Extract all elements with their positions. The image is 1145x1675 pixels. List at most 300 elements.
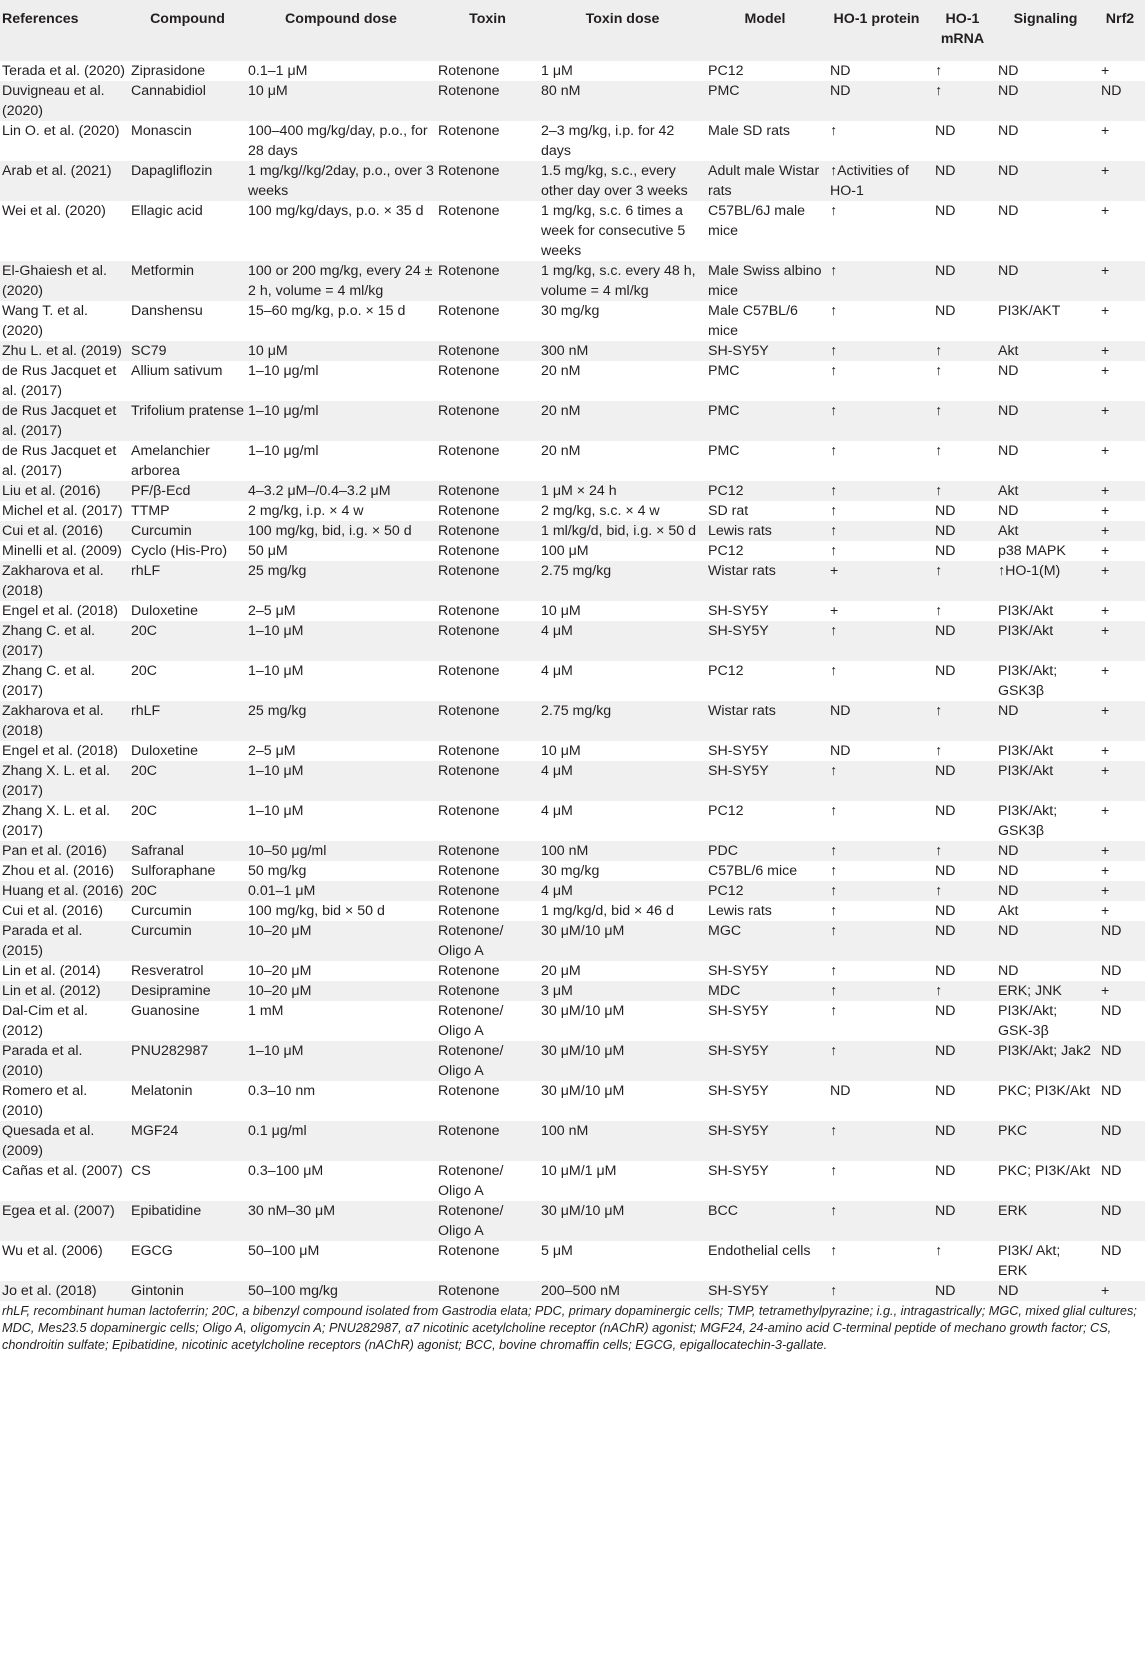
cell-toxin: Rotenone — [436, 861, 539, 881]
cell-toxin: Rotenone/ Oligo A — [436, 1001, 539, 1041]
cell-compound: Duloxetine — [129, 601, 246, 621]
cell-reference: Wu et al. (2006) — [0, 1241, 129, 1281]
cell-signaling: PI3K/Akt — [996, 601, 1095, 621]
cell-compound-dose: 0.1 μg/ml — [246, 1121, 436, 1161]
cell-toxin: Rotenone — [436, 1281, 539, 1301]
cell-ho1-protein: ↑ — [824, 401, 929, 441]
cell-ho1-mrna: ND — [929, 801, 996, 841]
cell-nrf2: + — [1095, 301, 1145, 341]
cell-toxin: Rotenone — [436, 201, 539, 261]
cell-reference: Jo et al. (2018) — [0, 1281, 129, 1301]
cell-toxin: Rotenone — [436, 961, 539, 981]
cell-signaling: ND — [996, 881, 1095, 901]
cell-signaling: ND — [996, 161, 1095, 201]
cell-nrf2: ND — [1095, 1081, 1145, 1121]
table-row — [0, 1041, 1145, 1081]
cell-nrf2: ND — [1095, 81, 1145, 121]
cell-model: PC12 — [706, 801, 824, 841]
cell-reference: Zhang X. L. et al. (2017) — [0, 761, 129, 801]
cell-ho1-protein: ↑ — [824, 1161, 929, 1201]
cell-compound: rhLF — [129, 701, 246, 741]
cell-toxin-dose: 30 mg/kg — [539, 861, 706, 881]
cell-toxin-dose: 4 μM — [539, 801, 706, 841]
cell-compound: rhLF — [129, 561, 246, 601]
cell-model: Lewis rats — [706, 521, 824, 541]
header-toxin: Toxin — [436, 0, 539, 61]
cell-nrf2: + — [1095, 561, 1145, 601]
cell-nrf2: + — [1095, 161, 1145, 201]
cell-ho1-mrna: ND — [929, 261, 996, 301]
cell-nrf2: + — [1095, 481, 1145, 501]
cell-nrf2: + — [1095, 201, 1145, 261]
header-ho1-mrna: HO-1 mRNA — [929, 0, 996, 61]
cell-reference: Wang T. et al. (2020) — [0, 301, 129, 341]
cell-toxin-dose: 2.75 mg/kg — [539, 561, 706, 601]
cell-ho1-protein: ↑ — [824, 1041, 929, 1081]
cell-model: Male Swiss albino mice — [706, 261, 824, 301]
cell-toxin: Rotenone — [436, 621, 539, 661]
cell-toxin: Rotenone — [436, 121, 539, 161]
cell-compound: 20C — [129, 801, 246, 841]
cell-compound: Ellagic acid — [129, 201, 246, 261]
cell-ho1-protein: + — [824, 561, 929, 601]
cell-nrf2: + — [1095, 601, 1145, 621]
cell-toxin-dose: 30 μM/10 μM — [539, 1081, 706, 1121]
cell-toxin-dose: 3 μM — [539, 981, 706, 1001]
cell-compound: 20C — [129, 621, 246, 661]
cell-ho1-mrna: ND — [929, 1281, 996, 1301]
cell-toxin-dose: 30 μM/10 μM — [539, 1001, 706, 1041]
cell-compound-dose: 1–10 μM — [246, 801, 436, 841]
cell-nrf2: ND — [1095, 921, 1145, 961]
header-model: Model — [706, 0, 824, 61]
cell-ho1-mrna: ↑ — [929, 841, 996, 861]
cell-model: SH-SY5Y — [706, 1041, 824, 1081]
cell-ho1-protein: ↑ — [824, 881, 929, 901]
cell-signaling: PI3K/Akt — [996, 621, 1095, 661]
table-row — [0, 981, 1145, 1001]
cell-ho1-mrna: ↑ — [929, 741, 996, 761]
cell-model: MGC — [706, 921, 824, 961]
cell-toxin-dose: 4 μM — [539, 881, 706, 901]
cell-toxin: Rotenone — [436, 401, 539, 441]
cell-compound-dose: 10–20 μM — [246, 961, 436, 981]
cell-reference: Romero et al. (2010) — [0, 1081, 129, 1121]
cell-compound-dose: 1–10 μM — [246, 661, 436, 701]
cell-toxin-dose: 30 μM/10 μM — [539, 921, 706, 961]
cell-ho1-mrna: ↑ — [929, 341, 996, 361]
table-row — [0, 401, 1145, 441]
table-row — [0, 1161, 1145, 1201]
cell-compound-dose: 0.3–100 μM — [246, 1161, 436, 1201]
cell-model: SD rat — [706, 501, 824, 521]
cell-reference: Dal-Cim et al. (2012) — [0, 1001, 129, 1041]
cell-compound: Curcumin — [129, 921, 246, 961]
cell-ho1-mrna: ND — [929, 121, 996, 161]
cell-compound-dose: 1–10 μM — [246, 621, 436, 661]
cell-compound: Cannabidiol — [129, 81, 246, 121]
cell-compound: Metformin — [129, 261, 246, 301]
table-row — [0, 921, 1145, 961]
cell-reference: de Rus Jacquet et al. (2017) — [0, 401, 129, 441]
cell-nrf2: ND — [1095, 1001, 1145, 1041]
cell-compound-dose: 0.1–1 μM — [246, 61, 436, 81]
cell-reference: Cui et al. (2016) — [0, 521, 129, 541]
cell-compound: PNU282987 — [129, 1041, 246, 1081]
cell-signaling: ND — [996, 701, 1095, 741]
cell-compound: 20C — [129, 661, 246, 701]
cell-ho1-mrna: ↑ — [929, 701, 996, 741]
cell-model: Endothelial cells — [706, 1241, 824, 1281]
cell-toxin: Rotenone — [436, 1081, 539, 1121]
cell-ho1-protein: ↑Activities of HO-1 — [824, 161, 929, 201]
table-row — [0, 1121, 1145, 1161]
cell-ho1-protein: ↑ — [824, 301, 929, 341]
header-signaling: Signaling — [996, 0, 1095, 61]
cell-ho1-mrna: ↑ — [929, 361, 996, 401]
cell-compound-dose: 15–60 mg/kg, p.o. × 15 d — [246, 301, 436, 341]
cell-compound-dose: 100–400 mg/kg/day, p.o., for 28 days — [246, 121, 436, 161]
cell-reference: Cui et al. (2016) — [0, 901, 129, 921]
cell-toxin-dose: 10 μM — [539, 741, 706, 761]
cell-model: SH-SY5Y — [706, 1121, 824, 1161]
cell-model: C57BL/6J male mice — [706, 201, 824, 261]
table-row — [0, 441, 1145, 481]
cell-nrf2: + — [1095, 361, 1145, 401]
cell-toxin: Rotenone — [436, 841, 539, 861]
cell-model: Male C57BL/6 mice — [706, 301, 824, 341]
cell-ho1-protein: ↑ — [824, 521, 929, 541]
cell-nrf2: ND — [1095, 961, 1145, 981]
cell-model: PC12 — [706, 481, 824, 501]
cell-model: SH-SY5Y — [706, 1281, 824, 1301]
cell-ho1-mrna: ↑ — [929, 81, 996, 121]
cell-ho1-mrna: ND — [929, 661, 996, 701]
cell-nrf2: + — [1095, 741, 1145, 761]
cell-compound: CS — [129, 1161, 246, 1201]
cell-signaling: PKC — [996, 1121, 1095, 1161]
cell-signaling: ND — [996, 201, 1095, 261]
cell-toxin: Rotenone — [436, 521, 539, 541]
cell-compound-dose: 4–3.2 μM–/0.4–3.2 μM — [246, 481, 436, 501]
cell-compound: Dapagliflozin — [129, 161, 246, 201]
table-row — [0, 1001, 1145, 1041]
cell-ho1-protein: ↑ — [824, 1201, 929, 1241]
cell-toxin-dose: 4 μM — [539, 761, 706, 801]
cell-signaling: ND — [996, 921, 1095, 961]
cell-reference: Zhang C. et al. (2017) — [0, 621, 129, 661]
cell-ho1-protein: ↑ — [824, 121, 929, 161]
cell-reference: Cañas et al. (2007) — [0, 1161, 129, 1201]
cell-nrf2: + — [1095, 401, 1145, 441]
cell-ho1-mrna: ↑ — [929, 481, 996, 501]
cell-toxin: Rotenone — [436, 881, 539, 901]
cell-ho1-mrna: ND — [929, 921, 996, 961]
cell-reference: Huang et al. (2016) — [0, 881, 129, 901]
cell-ho1-protein: ↑ — [824, 201, 929, 261]
cell-ho1-protein: ↑ — [824, 621, 929, 661]
header-row — [0, 0, 1145, 61]
cell-nrf2: + — [1095, 61, 1145, 81]
cell-ho1-mrna: ND — [929, 861, 996, 881]
cell-compound: Sulforaphane — [129, 861, 246, 881]
cell-toxin: Rotenone — [436, 981, 539, 1001]
cell-nrf2: + — [1095, 661, 1145, 701]
cell-ho1-protein: ND — [824, 1081, 929, 1121]
cell-compound: Gintonin — [129, 1281, 246, 1301]
cell-reference: Zhou et al. (2016) — [0, 861, 129, 881]
cell-compound: Amelanchier arborea — [129, 441, 246, 481]
cell-toxin-dose: 20 nM — [539, 361, 706, 401]
cell-compound: Allium sativum — [129, 361, 246, 401]
cell-model: SH-SY5Y — [706, 621, 824, 661]
cell-compound: Monascin — [129, 121, 246, 161]
cell-compound: Epibatidine — [129, 1201, 246, 1241]
cell-ho1-protein: ↑ — [824, 501, 929, 521]
table-row — [0, 541, 1145, 561]
cell-ho1-mrna: ↑ — [929, 1241, 996, 1281]
cell-toxin-dose: 20 nM — [539, 441, 706, 481]
cell-reference: Lin et al. (2014) — [0, 961, 129, 981]
cell-toxin: Rotenone — [436, 361, 539, 401]
cell-model: SH-SY5Y — [706, 341, 824, 361]
cell-signaling: PI3K/Akt; GSK-3β — [996, 1001, 1095, 1041]
cell-signaling: ND — [996, 61, 1095, 81]
table-row — [0, 761, 1145, 801]
cell-compound-dose: 50 μM — [246, 541, 436, 561]
cell-reference: Zhang X. L. et al. (2017) — [0, 801, 129, 841]
cell-compound-dose: 0.01–1 μM — [246, 881, 436, 901]
cell-signaling: ND — [996, 861, 1095, 881]
table-row — [0, 501, 1145, 521]
cell-toxin-dose: 20 μM — [539, 961, 706, 981]
cell-compound: Curcumin — [129, 901, 246, 921]
cell-compound: EGCG — [129, 1241, 246, 1281]
cell-reference: Duvigneau et al. (2020) — [0, 81, 129, 121]
cell-reference: Quesada et al. (2009) — [0, 1121, 129, 1161]
cell-signaling: ND — [996, 81, 1095, 121]
cell-toxin: Rotenone — [436, 601, 539, 621]
cell-compound: Duloxetine — [129, 741, 246, 761]
cell-toxin-dose: 100 nM — [539, 1121, 706, 1161]
cell-signaling: p38 MAPK — [996, 541, 1095, 561]
cell-toxin-dose: 2.75 mg/kg — [539, 701, 706, 741]
cell-toxin: Rotenone — [436, 761, 539, 801]
table-row — [0, 601, 1145, 621]
cell-reference: Terada et al. (2020) — [0, 61, 129, 81]
cell-model: PMC — [706, 361, 824, 401]
cell-toxin: Rotenone — [436, 481, 539, 501]
cell-toxin: Rotenone — [436, 301, 539, 341]
header-nrf2: Nrf2 — [1095, 0, 1145, 61]
cell-ho1-protein: ND — [824, 701, 929, 741]
cell-ho1-mrna: ND — [929, 1121, 996, 1161]
cell-toxin: Rotenone — [436, 261, 539, 301]
cell-reference: Lin O. et al. (2020) — [0, 121, 129, 161]
cell-toxin: Rotenone — [436, 541, 539, 561]
table-row — [0, 561, 1145, 601]
cell-ho1-mrna: ↑ — [929, 441, 996, 481]
table-row — [0, 521, 1145, 541]
cell-nrf2: + — [1095, 261, 1145, 301]
cell-model: PC12 — [706, 661, 824, 701]
cell-reference: Engel et al. (2018) — [0, 741, 129, 761]
cell-toxin-dose: 2 mg/kg, s.c. × 4 w — [539, 501, 706, 521]
cell-compound-dose: 25 mg/kg — [246, 561, 436, 601]
cell-ho1-mrna: ↑ — [929, 881, 996, 901]
cell-reference: Pan et al. (2016) — [0, 841, 129, 861]
cell-ho1-protein: ↑ — [824, 961, 929, 981]
cell-nrf2: ND — [1095, 1241, 1145, 1281]
cell-toxin-dose: 30 μM/10 μM — [539, 1041, 706, 1081]
table-row — [0, 801, 1145, 841]
cell-ho1-protein: ↑ — [824, 1121, 929, 1161]
cell-toxin: Rotenone — [436, 1241, 539, 1281]
cell-compound-dose: 1–10 μg/ml — [246, 401, 436, 441]
cell-toxin-dose: 100 μM — [539, 541, 706, 561]
cell-nrf2: + — [1095, 881, 1145, 901]
cell-model: PC12 — [706, 61, 824, 81]
cell-model: PC12 — [706, 881, 824, 901]
table-row — [0, 161, 1145, 201]
cell-signaling: ↑HO-1(M) — [996, 561, 1095, 601]
cell-compound-dose: 2 mg/kg, i.p. × 4 w — [246, 501, 436, 521]
cell-model: SH-SY5Y — [706, 1001, 824, 1041]
cell-compound-dose: 100 mg/kg/days, p.o. × 35 d — [246, 201, 436, 261]
cell-nrf2: + — [1095, 621, 1145, 661]
cell-ho1-protein: ↑ — [824, 1281, 929, 1301]
cell-model: SH-SY5Y — [706, 601, 824, 621]
cell-toxin: Rotenone — [436, 561, 539, 601]
cell-compound: 20C — [129, 761, 246, 801]
table-row — [0, 961, 1145, 981]
cell-model: PDC — [706, 841, 824, 861]
cell-toxin-dose: 200–500 nM — [539, 1281, 706, 1301]
cell-toxin: Rotenone — [436, 701, 539, 741]
cell-ho1-mrna: ND — [929, 761, 996, 801]
cell-compound: SC79 — [129, 341, 246, 361]
cell-compound-dose: 1–10 μg/ml — [246, 441, 436, 481]
cell-ho1-mrna: ND — [929, 161, 996, 201]
table-footnote: rhLF, recombinant human lactoferrin; 20C, a bibenzyl compound isolated from Gastrodia elata; PDC, primary dopaminergic cells; TMP, tetramethylpyrazine; i.g., intragastrically; MGC, mixed glial cultures; MDC, Mes23.5 dopaminergic cells; Oligo A, oligomycin A; PNU282987, α7 nicotinic acetylcholine receptor (nAChR) agonist; MGF24, 24-amino acid C-terminal peptide of mechano growth factor; CS, chondroitin sulfate; Epibatidine, nicotinic acetylcholine receptors (nAChR) agonist; BCC, bovine chromaffin cells; EGCG, epigallocatechin-3-gallate. — [2, 1304, 1137, 1352]
cell-signaling: ND — [996, 121, 1095, 161]
cell-signaling: PI3K/Akt; GSK3β — [996, 801, 1095, 841]
cell-ho1-mrna: ND — [929, 301, 996, 341]
cell-compound: Resveratrol — [129, 961, 246, 981]
cell-reference: Lin et al. (2012) — [0, 981, 129, 1001]
cell-signaling: PKC; PI3K/Akt — [996, 1081, 1095, 1121]
cell-signaling: Akt — [996, 521, 1095, 541]
cell-nrf2: + — [1095, 341, 1145, 361]
cell-nrf2: + — [1095, 521, 1145, 541]
cell-toxin-dose: 30 mg/kg — [539, 301, 706, 341]
cell-signaling: PI3K/AKT — [996, 301, 1095, 341]
table-row — [0, 1081, 1145, 1121]
cell-model: Wistar rats — [706, 701, 824, 741]
cell-signaling: ND — [996, 841, 1095, 861]
cell-ho1-protein: ↑ — [824, 361, 929, 401]
cell-ho1-mrna: ND — [929, 901, 996, 921]
table-row — [0, 81, 1145, 121]
cell-compound: Curcumin — [129, 521, 246, 541]
cell-nrf2: + — [1095, 861, 1145, 881]
cell-nrf2: + — [1095, 121, 1145, 161]
cell-ho1-protein: + — [824, 601, 929, 621]
table-row — [0, 121, 1145, 161]
table-row — [0, 841, 1145, 861]
cell-toxin: Rotenone — [436, 741, 539, 761]
cell-model: SH-SY5Y — [706, 1081, 824, 1121]
cell-model: Adult male Wistar rats — [706, 161, 824, 201]
cell-ho1-mrna: ND — [929, 1161, 996, 1201]
cell-ho1-mrna: ND — [929, 541, 996, 561]
cell-ho1-protein: ↑ — [824, 661, 929, 701]
cell-nrf2: + — [1095, 801, 1145, 841]
table-row — [0, 1241, 1145, 1281]
cell-reference: Zakharova et al. (2018) — [0, 561, 129, 601]
cell-signaling: PI3K/Akt — [996, 741, 1095, 761]
cell-toxin-dose: 80 nM — [539, 81, 706, 121]
cell-ho1-protein: ↑ — [824, 1001, 929, 1041]
cell-nrf2: + — [1095, 981, 1145, 1001]
cell-compound: Trifolium pratense — [129, 401, 246, 441]
cell-model: BCC — [706, 1201, 824, 1241]
cell-model: Male SD rats — [706, 121, 824, 161]
cell-compound: 20C — [129, 881, 246, 901]
cell-signaling: Akt — [996, 341, 1095, 361]
cell-ho1-protein: ↑ — [824, 441, 929, 481]
cell-compound: TTMP — [129, 501, 246, 521]
cell-compound-dose: 100 mg/kg, bid, i.g. × 50 d — [246, 521, 436, 541]
cell-reference: Parada et al. (2010) — [0, 1041, 129, 1081]
cell-reference: Zhu L. et al. (2019) — [0, 341, 129, 361]
cell-toxin-dose: 1 mg/kg, s.c. 6 times a week for consecutive 5 weeks — [539, 201, 706, 261]
cell-compound-dose: 25 mg/kg — [246, 701, 436, 741]
cell-compound-dose: 30 nM–30 μM — [246, 1201, 436, 1241]
cell-compound: Desipramine — [129, 981, 246, 1001]
cell-toxin-dose: 2–3 mg/kg, i.p. for 42 days — [539, 121, 706, 161]
cell-nrf2: ND — [1095, 1121, 1145, 1161]
cell-reference: Engel et al. (2018) — [0, 601, 129, 621]
cell-toxin: Rotenone/ Oligo A — [436, 1161, 539, 1201]
cell-reference: Parada et al. (2015) — [0, 921, 129, 961]
cell-toxin: Rotenone — [436, 161, 539, 201]
cell-signaling: PKC; PI3K/Akt — [996, 1161, 1095, 1201]
cell-ho1-protein: ↑ — [824, 761, 929, 801]
cell-compound: Danshensu — [129, 301, 246, 341]
cell-compound: Safranal — [129, 841, 246, 861]
cell-ho1-protein: ND — [824, 61, 929, 81]
cell-nrf2: + — [1095, 541, 1145, 561]
table-row — [0, 741, 1145, 761]
header-references: References — [0, 0, 129, 61]
cell-toxin: Rotenone — [436, 61, 539, 81]
cell-signaling: Akt — [996, 901, 1095, 921]
cell-compound-dose: 10 μM — [246, 341, 436, 361]
header-compound: Compound — [129, 0, 246, 61]
cell-compound: Ziprasidone — [129, 61, 246, 81]
cell-compound-dose: 100 or 200 mg/kg, every 24 ± 2 h, volume = 4 ml/kg — [246, 261, 436, 301]
cell-ho1-protein: ↑ — [824, 841, 929, 861]
cell-toxin-dose: 1 mg/kg/d, bid × 46 d — [539, 901, 706, 921]
cell-signaling: ERK — [996, 1201, 1095, 1241]
table-row — [0, 361, 1145, 401]
header-compound-dose: Compound dose — [246, 0, 436, 61]
cell-model: SH-SY5Y — [706, 741, 824, 761]
table-row — [0, 701, 1145, 741]
cell-ho1-mrna: ND — [929, 961, 996, 981]
cell-model: Wistar rats — [706, 561, 824, 601]
